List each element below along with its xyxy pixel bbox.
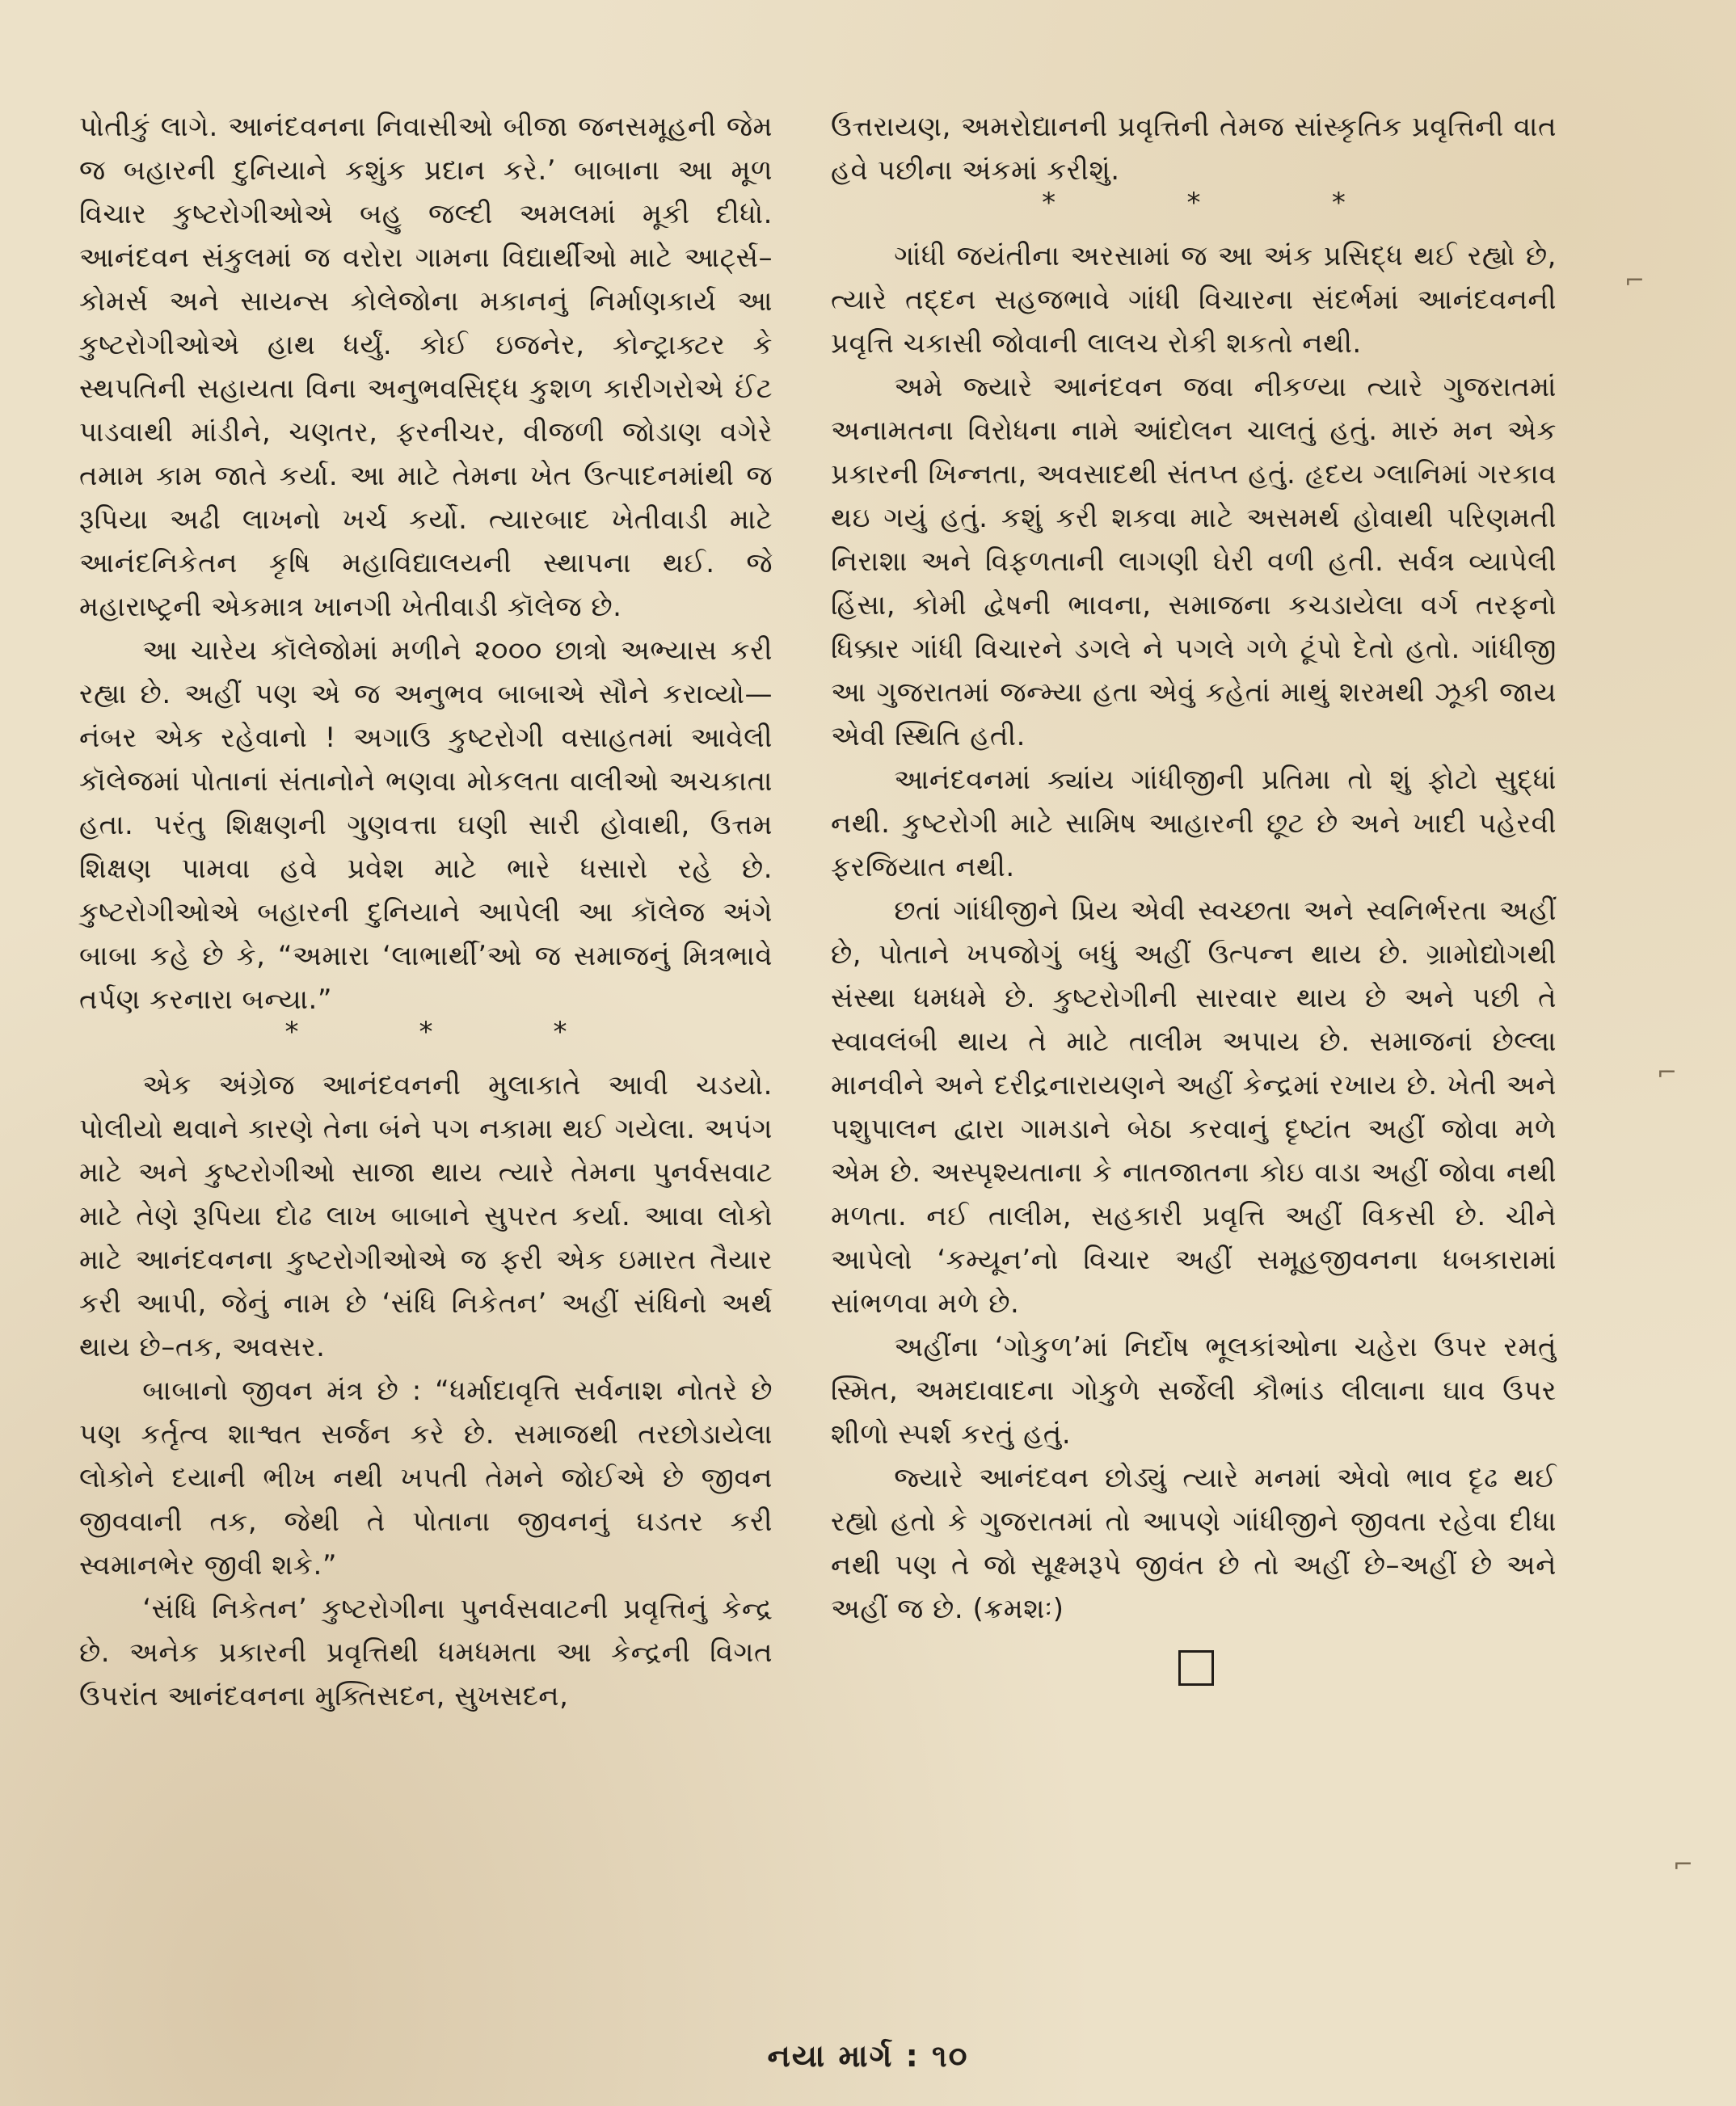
separator-asterisk: * [1186,187,1201,219]
paragraph: ગાંધી જયંતીના અરસામાં જ આ અંક પ્રસિદ્ધ થઈ રહ્યો છે, ત્યારે તદ્દન સહજભાવે ગાંધી વિચારના સંદર્ભમાં આનંદવનની પ્રવૃત્તિ ચકાસી જોવાની લાલચ રોકી શકતો નથી. [831,240,1557,360]
separator-asterisk: * [1042,187,1056,219]
separator-asterisk: * [553,1016,567,1048]
paragraph: એક અંગ્રેજ આનંદવનની મુલાકાતે આવી ચડયો. પોલીયો થવાને કારણે તેના બંને પગ નકામા થઈ ગયેલા. અપંગ માટે અને કુષ્ટરોગીઓ સાજા થાય ત્યારે તેમના પુનર્વસવાટ માટે તેણે રૂપિયા દોઢ લાખ બાબાને સુપરત કર્યા. આવા લોકો માટે આનંદવનના કુષ્ટરોગીઓએ જ ફરી એક ઇમારત તૈયાર કરી આપી, જેનું નામ છે ‘સંધિ નિકેતન’ અહીં સંધિનો અર્થ થાય છે–તક, અવસર. [79,1069,773,1363]
paragraph: અમે જ્યારે આનંદવન જવા નીકળ્યા ત્યારે ગુજરાતમાં અનામતના વિરોધના નામે આંદોલન ચાલતું હતું. મારું મન એક પ્રકારની ખિન્નતા, અવસાદથી સંતપ્ત હતું. હૃદય ગ્લાનિમાં ગરકાવ થઇ ગયું હતું. કશું કરી શકવા માટે અસમર્થ હોવાથી પરિણમતી નિરાશા અને વિફળતાની લાગણી ઘેરી વળી હતી. સર્વત્ર વ્યાપેલી હિંસા, કોમી દ્વેષની ભાવના, સમાજના કચડાયેલા વર્ગ તરફનો ધિક્કાર ગાંધી વિચારને ડગલે ને પગલે ગળે ટૂંપો દેતો હતો. ગાંધીજી આ ગુજરાતમાં જન્મ્યા હતા એવું કહેતાં માથું શરમથી ઝૂકી જાય એવી સ્થિતિ હતી. [831,371,1557,752]
paper-tear-mark-icon: ⌐ [1657,1059,1678,1087]
separator-asterisk: * [284,1016,299,1048]
paper-tear-mark-icon: ⌐ [1673,1851,1694,1879]
paragraph: અહીંના ‘ગોકુળ’માં નિર્દોષ ભૂલકાંઓના ચહેરા ઉપર રમતું સ્મિત, અમદાવાદના ગોકુળે સર્જેલી કૌભાંડ લીલાના ઘાવ ઉપર શીળો સ્પર્શ કરતું હતું. [831,1331,1557,1451]
paragraph: ઉત્તરાયણ, અમરોદ્યાનની પ્રવૃત્તિની તેમજ સાંસ્કૃતિક પ્રવૃત્તિની વાત હવે પછીના અંકમાં કરીશું. [831,111,1557,187]
section-separator [225,1016,627,1048]
paragraph: આ ચારેય કૉલેજોમાં મળીને ૨૦૦૦ છાત્રો અભ્યાસ કરી રહ્યા છે. અહીં પણ એ જ અનુભવ બાબાએ સૌને કરાવ્યો—નંબર એક રહેવાનો ! અગાઉ કુષ્ટરોગી વસાહતમાં આવેલી કૉલેજમાં પોતાનાં સંતાનોને ભણવા મોકલતા વાલીઓ અચકાતા હતા. પરંતુ શિક્ષણની ગુણવત્તા ઘણી સારી હોવાથી, ઉત્તમ શિક્ષણ પામવા હવે પ્રવેશ માટે ભારે ધસારો રહે છે. કુષ્ટરોગીઓએ બહારની દુનિયાને આપેલી આ કૉલેજ અંગે બાબા કહે છે કે, “અમારા ‘લાભાર્થી’ઓ જ સમાજનું મિત્રભાવે તર્પણ કરનારા બન્યા.” [79,634,773,1016]
paragraph: આનંદવનમાં ક્યાંય ગાંધીજીની પ્રતિમા તો શું ફોટો સુદ્ધાં નથી. કુષ્ટરોગી માટે સામિષ આહારની છૂટ છે અને ખાદી પહેરવી ફરજિયાત નથી. [831,764,1557,883]
end-of-article-square-icon [1178,1650,1214,1686]
section-separator [976,187,1411,219]
paragraph: બાબાનો જીવન મંત્ર છે : “ધર્માદાવૃત્તિ સર્વનાશ નોતરે છે પણ કર્તૃત્વ શાશ્વત સર્જન કરે છે. સમાજથી તરછોડાયેલા લોકોને દયાની ભીખ નથી ખપતી તેમને જોઈએ છે જીવન જીવવાની તક, જેથી તે પોતાના જીવનનું ઘડતર કરી સ્વમાનભેર જીવી શકે.” [79,1375,773,1582]
paragraph: જ્યારે આનંદવન છોડ્યું ત્યારે મનમાં એવો ભાવ દૃઢ થઈ રહ્યો હતો કે ગુજરાતમાં તો આપણે ગાંધીજીને જીવતા રહેવા દીધા નથી પણ તે જો સૂક્ષ્મરૂપે જીવંત છે તો અહીં છે–અહીં છે અને અહીં જ છે. (ક્રમશઃ) [831,1462,1557,1625]
paper-tear-mark-icon: ⌐ [1624,267,1645,295]
paragraph: છતાં ગાંધીજીને પ્રિય એવી સ્વચ્છતા અને સ્વનિર્ભરતા અહીં છે, પોતાને ખપજોગું બધું અહીં ઉત્પન્ન થાય છે. ગ્રામોદ્યોગથી સંસ્થા ધમધમે છે. કુષ્ટરોગીની સારવાર થાય છે અને પછી તે સ્વાવલંબી થાય તે માટે તાલીમ અપાય છે. સમાજનાં છેલ્લા માનવીને અને દરીદ્રનારાયણને અહીં કેન્દ્રમાં રખાય છે. ખેતી અને પશુપાલન દ્વારા ગામડાને બેઠા કરવાનું દૃષ્ટાંત અહીં જોવા મળે એમ છે. અસ્પૃશ્યતાના કે નાતજાતના કોઇ વાડા અહીં જોવા નથી મળતા. નઈ તાલીમ, સહકારી પ્રવૃત્તિ અહીં વિકસી છે. ચીને આપેલો ‘કમ્યૂન’નો વિચાર અહીં સમૂહજીવનના ધબકારામાં સાંભળવા મળે છે. [831,895,1557,1320]
left-column [79,105,773,1718]
separator-asterisk: * [419,1016,433,1048]
separator-asterisk: * [1331,187,1346,219]
page-footer: નયા માર્ગ : ૧૦ [767,2038,969,2074]
paragraph: ‘સંધિ નિકેતન’ કુષ્ટરોગીના પુનર્વસવાટની પ્રવૃત્તિનું કેન્દ્ર છે. અનેક પ્રકારની પ્રવૃત્તિથી ધમધમતા આ કેન્દ્રની વિગત ઉપરાંત આનંદવનના મુક્તિસદન, સુખસદન, [79,1593,773,1712]
paragraph: પોતીકું લાગે. આનંદવનના નિવાસીઓ બીજા જનસમૂહની જેમ જ બહારની દુનિયાને કશુંક પ્રદાન કરે.’ બાબાના આ મૂળ વિચાર કુષ્ટરોગીઓએ બહુ જલ્દી અમલમાં મૂકી દીધો. આનંદવન સંકુલમાં જ વરોરા ગામના વિદ્યાર્થીઓ માટે આર્ટ્સ–કોમર્સ અને સાયન્સ કોલેજોના મકાનનું નિર્માણકાર્ય આ કુષ્ટરોગીઓએ હાથ ધર્યું. કોઈ ઇજનેર, કોન્ટ્રાક્ટર કે સ્થપતિની સહાયતા વિના અનુભવસિદ્ધ કુશળ કારીગરોએ ઈંટ પાડવાથી માંડીને, ચણતર, ફરનીચર, વીજળી જોડાણ વગેરે તમામ કામ જાતે કર્યા. આ માટે તેમના ખેત ઉત્પાદનમાંથી જ રૂપિયા અઢી લાખનો ખર્ચ કર્યો. ત્યારબાદ ખેતીવાડી માટે આનંદનિકેતન કૃષિ મહાવિદ્યાલયની સ્થાપના થઈ. જે મહારાષ્ટ્રની એકમાત્ર ખાનગી ખેતીવાડી કૉલેજ છે. [79,111,773,623]
right-column [831,105,1557,1686]
